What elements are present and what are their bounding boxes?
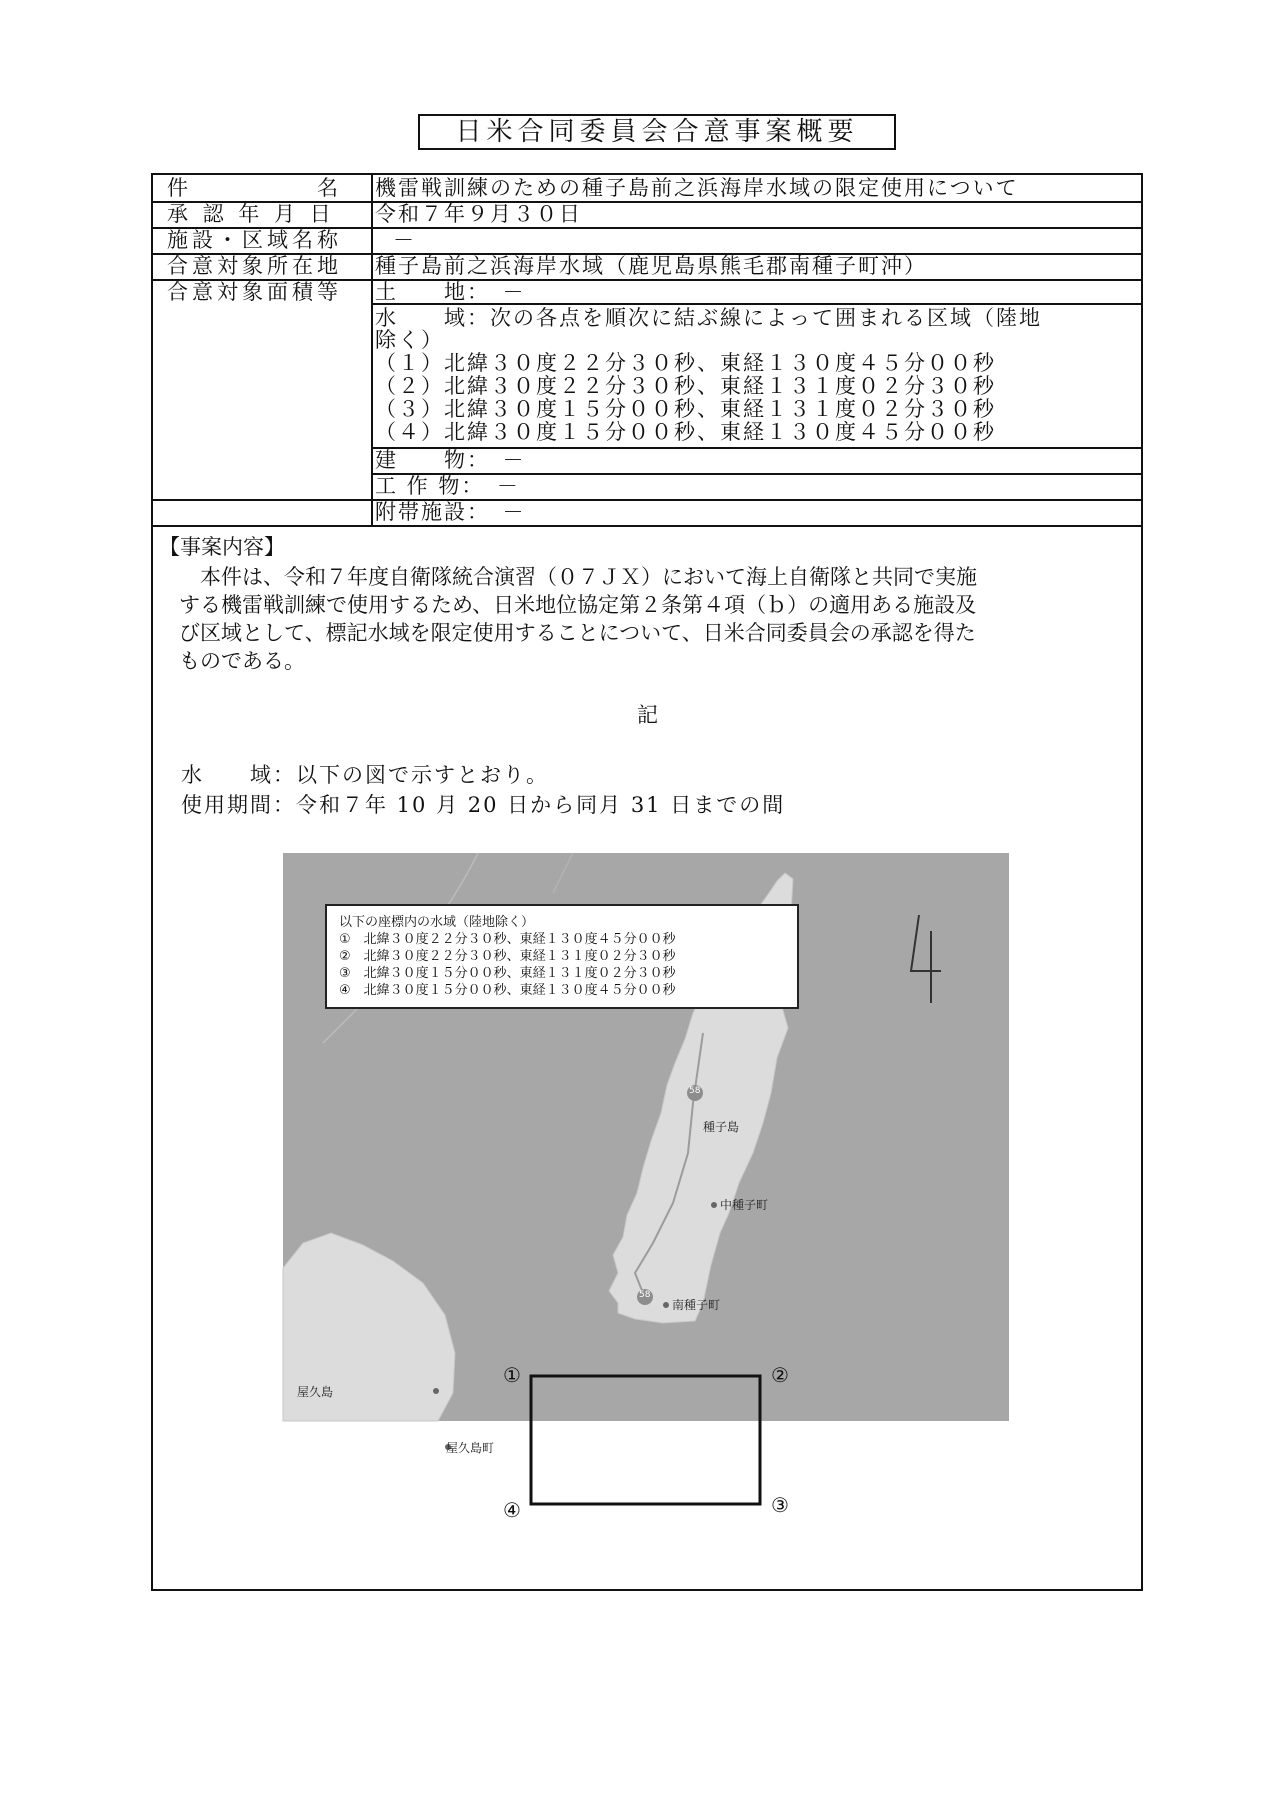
label-nakatane: 中種子町: [720, 1198, 769, 1212]
value-location: 種子島前之浜海岸水域（鹿児島県熊毛郡南種子町沖）: [375, 254, 927, 278]
value-case-name: 機雷戦訓練のための種子島前之浜海岸水域の限定使用について: [375, 176, 1019, 200]
value-point-3: （３）北緯３０度１５分００秒、東経１３１度０２分３０秒: [375, 397, 996, 421]
value-building: 建 物： －: [375, 448, 526, 472]
value-land: 土 地： －: [375, 280, 526, 304]
point-1-label: ①: [503, 1363, 521, 1387]
route-58-badge: 58: [689, 1086, 701, 1096]
point-2-label: ②: [771, 1363, 789, 1387]
value-water-line2: 除く）: [375, 328, 444, 352]
legend-row: ④ 北緯３０度１５分００秒、東経１３０度４５分００秒: [339, 983, 676, 998]
usage-period: 使用期間：令和７年 10 月 20 日から同月 31 日までの間: [181, 793, 786, 817]
value-structure: 工 作 物： －: [375, 474, 520, 498]
label-tanegashima: 種子島: [703, 1120, 740, 1134]
route-58-badge: 58: [639, 1290, 651, 1300]
value-approval-date: 令和７年９月３０日: [375, 202, 582, 226]
value-facility-name: －: [393, 228, 416, 252]
label-facility-name: 施設・区域名称: [167, 228, 342, 252]
content-heading: 【事案内容】: [159, 535, 285, 559]
label-approval-date: 承 認 年 月 日: [167, 202, 335, 226]
label-area: 合意対象面積等: [167, 280, 342, 304]
value-point-4: （４）北緯３０度１５分００秒、東経１３０度４５分００秒: [375, 420, 996, 444]
legend-row: ③ 北緯３０度１５分００秒、東経１３１度０２分３０秒: [339, 966, 676, 981]
content-paragraph-line: 本件は、令和７年度自衛隊統合演習（０７ＪＸ）において海上自衛隊と共同で実施: [179, 565, 977, 589]
map-figure: [283, 853, 1009, 1522]
water-area-note: 水 域：以下の図で示すとおり。: [181, 763, 549, 787]
row-divider: [153, 525, 1141, 527]
map-legend: [325, 904, 799, 1009]
label-location: 合意対象所在地: [167, 254, 342, 278]
value-point-2: （２）北緯３０度２２分３０秒、東経１３１度０２分３０秒: [375, 374, 996, 398]
ki-mark: 記: [637, 703, 658, 727]
point-3-label: ③: [771, 1493, 789, 1517]
legend-row: ② 北緯３０度２２分３０秒、東経１３１度０２分３０秒: [339, 949, 676, 964]
value-water-line1: 水 域：次の各点を順次に結ぶ線によって囲まれる区域（陸地: [375, 306, 1042, 330]
value-point-1: （１）北緯３０度２２分３０秒、東経１３０度４５分００秒: [375, 351, 996, 375]
content-paragraph-line: する機雷戦訓練で使用するため、日米地位協定第２条第４項（ｂ）の適用ある施設及: [179, 593, 977, 617]
column-divider: [371, 499, 373, 525]
legend-title: 以下の座標内の水域（陸地除く）: [339, 915, 535, 930]
content-paragraph-line: ものである。: [179, 649, 305, 673]
label-case-name: 件 名: [167, 176, 342, 200]
point-4-label: ④: [503, 1498, 521, 1522]
label-yakushima-town: 屋久島町: [446, 1441, 495, 1455]
value-facility: 附帯施設： －: [375, 500, 526, 524]
document-title: 日米合同委員会合意事案概要: [418, 114, 896, 150]
content-paragraph-line: び区域として、標記水域を限定使用することについて、日米合同委員会の承認を得た: [179, 621, 976, 645]
row-divider: [153, 499, 1141, 501]
label-yakushima: 屋久島: [297, 1385, 334, 1399]
legend-row: ① 北緯３０度２２分３０秒、東経１３０度４５分００秒: [339, 932, 676, 947]
label-minamitane: 南種子町: [672, 1298, 721, 1312]
